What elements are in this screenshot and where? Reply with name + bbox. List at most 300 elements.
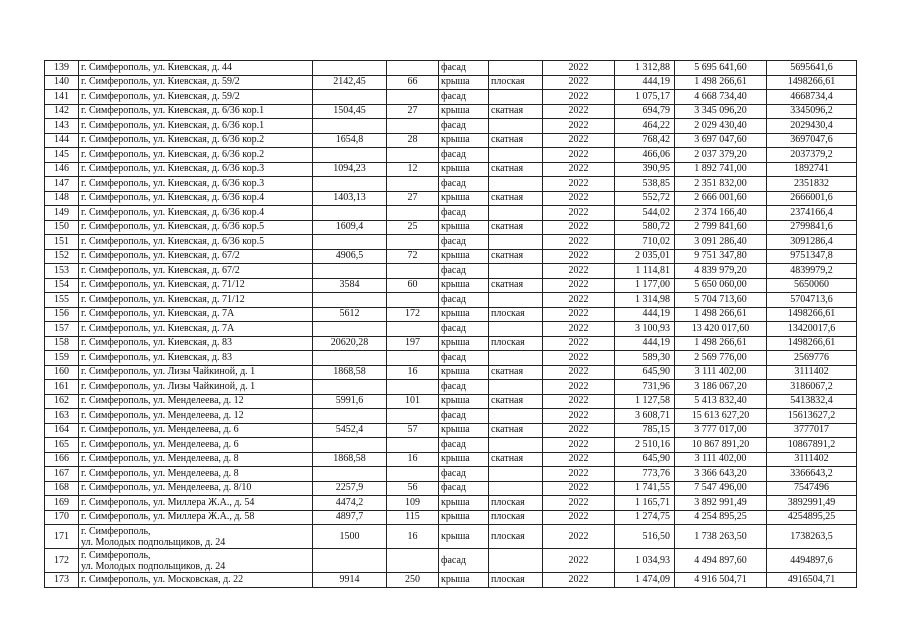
year-cell: 2022 xyxy=(543,206,615,221)
address-cell: г. Симферополь, ул. Киевская, д. 6/36 кор.4 xyxy=(79,191,313,206)
apartments-cell xyxy=(387,549,439,573)
table-row xyxy=(45,249,857,264)
unit-cost-cell: 552,72 xyxy=(615,191,675,206)
table-row xyxy=(45,409,857,424)
row-number-cell: 155 xyxy=(45,293,79,308)
apartments-cell xyxy=(387,380,439,395)
element-cell: крыша xyxy=(439,220,489,235)
year-cell: 2022 xyxy=(543,133,615,148)
value-cell: 1498266,61 xyxy=(767,307,857,322)
value-cell: 5695641,6 xyxy=(767,61,857,76)
apartments-cell: 60 xyxy=(387,278,439,293)
address-cell: г. Симферополь, ул. Киевская, д. 6/36 кор.2 xyxy=(79,148,313,163)
value-cell: 5704713,6 xyxy=(767,293,857,308)
element-cell: крыша xyxy=(439,365,489,380)
apartments-cell xyxy=(387,467,439,482)
value-cell: 3345096,2 xyxy=(767,104,857,119)
apartments-cell xyxy=(387,293,439,308)
roof-type-cell: плоская xyxy=(489,510,543,525)
element-cell: фасад xyxy=(439,409,489,424)
apartments-cell: 28 xyxy=(387,133,439,148)
unit-cost-cell: 580,72 xyxy=(615,220,675,235)
total-cost-cell: 5 650 060,00 xyxy=(675,278,767,293)
table-row xyxy=(45,264,857,279)
total-cost-cell: 15 613 627,20 xyxy=(675,409,767,424)
element-cell: крыша xyxy=(439,496,489,511)
roof-type-cell xyxy=(489,438,543,453)
total-cost-cell: 2 569 776,00 xyxy=(675,351,767,366)
area-cell: 1504,45 xyxy=(313,104,387,119)
apartments-cell: 115 xyxy=(387,510,439,525)
row-number-cell: 150 xyxy=(45,220,79,235)
element-cell: крыша xyxy=(439,525,489,549)
table-row xyxy=(45,235,857,250)
row-number-cell: 156 xyxy=(45,307,79,322)
row-number-cell: 146 xyxy=(45,162,79,177)
value-cell: 13420017,6 xyxy=(767,322,857,337)
area-cell xyxy=(313,380,387,395)
total-cost-cell: 1 892 741,00 xyxy=(675,162,767,177)
value-cell: 5413832,4 xyxy=(767,394,857,409)
roof-type-cell: плоская xyxy=(489,75,543,90)
address-cell: г. Симферополь, ул. Киевская, д. 6/36 кор.1 xyxy=(79,119,313,134)
unit-cost-cell: 1 474,09 xyxy=(615,573,675,588)
total-cost-cell: 3 892 991,49 xyxy=(675,496,767,511)
apartments-cell xyxy=(387,61,439,76)
unit-cost-cell: 645,90 xyxy=(615,452,675,467)
area-cell: 1609,4 xyxy=(313,220,387,235)
apartments-cell: 16 xyxy=(387,365,439,380)
unit-cost-cell: 3 100,93 xyxy=(615,322,675,337)
area-cell: 1868,58 xyxy=(313,452,387,467)
total-cost-cell: 1 498 266,61 xyxy=(675,336,767,351)
unit-cost-cell: 710,02 xyxy=(615,235,675,250)
total-cost-cell: 3 111 402,00 xyxy=(675,365,767,380)
element-cell: фасад xyxy=(439,264,489,279)
table-row xyxy=(45,452,857,467)
table-row xyxy=(45,336,857,351)
year-cell: 2022 xyxy=(543,162,615,177)
year-cell: 2022 xyxy=(543,336,615,351)
year-cell: 2022 xyxy=(543,278,615,293)
year-cell: 2022 xyxy=(543,452,615,467)
roof-type-cell xyxy=(489,90,543,105)
table-row xyxy=(45,307,857,322)
unit-cost-cell: 768,42 xyxy=(615,133,675,148)
apartments-cell: 56 xyxy=(387,481,439,496)
total-cost-cell: 1 738 263,50 xyxy=(675,525,767,549)
total-cost-cell: 4 254 895,25 xyxy=(675,510,767,525)
address-cell: г. Симферополь, ул. Менделеева, д. 8/10 xyxy=(79,481,313,496)
element-cell: крыша xyxy=(439,104,489,119)
repair-schedule-table xyxy=(44,60,857,588)
address-cell: г. Симферополь, ул. Киевская, д. 6/36 кор.3 xyxy=(79,162,313,177)
element-cell: крыша xyxy=(439,191,489,206)
apartments-cell xyxy=(387,90,439,105)
row-number-cell: 142 xyxy=(45,104,79,119)
element-cell: крыша xyxy=(439,452,489,467)
element-cell: крыша xyxy=(439,394,489,409)
row-number-cell: 168 xyxy=(45,481,79,496)
total-cost-cell: 3 777 017,00 xyxy=(675,423,767,438)
row-number-cell: 160 xyxy=(45,365,79,380)
element-cell: крыша xyxy=(439,249,489,264)
total-cost-cell: 4 494 897,60 xyxy=(675,549,767,573)
total-cost-cell: 10 867 891,20 xyxy=(675,438,767,453)
row-number-cell: 166 xyxy=(45,452,79,467)
row-number-cell: 171 xyxy=(45,525,79,549)
element-cell: фасад xyxy=(439,206,489,221)
address-cell: г. Симферополь, ул. Киевская, д. 83 xyxy=(79,336,313,351)
value-cell: 2351832 xyxy=(767,177,857,192)
table-row xyxy=(45,510,857,525)
table-row xyxy=(45,148,857,163)
table-row xyxy=(45,162,857,177)
value-cell: 1498266,61 xyxy=(767,75,857,90)
row-number-cell: 163 xyxy=(45,409,79,424)
element-cell: крыша xyxy=(439,162,489,177)
year-cell: 2022 xyxy=(543,573,615,588)
apartments-cell: 27 xyxy=(387,191,439,206)
address-cell: г. Симферополь, ул. Миллера Ж.А., д. 54 xyxy=(79,496,313,511)
total-cost-cell: 4 916 504,71 xyxy=(675,573,767,588)
value-cell: 2799841,6 xyxy=(767,220,857,235)
address-cell: г. Симферополь, ул. Киевская, д. 71/12 xyxy=(79,278,313,293)
address-cell: г. Симферополь, ул. Менделеева, д. 8 xyxy=(79,467,313,482)
total-cost-cell: 7 547 496,00 xyxy=(675,481,767,496)
element-cell: крыша xyxy=(439,423,489,438)
area-cell xyxy=(313,177,387,192)
row-number-cell: 162 xyxy=(45,394,79,409)
row-number-cell: 151 xyxy=(45,235,79,250)
unit-cost-cell: 544,02 xyxy=(615,206,675,221)
address-cell: г. Симферополь, ул. Киевская, д. 44 xyxy=(79,61,313,76)
unit-cost-cell: 2 510,16 xyxy=(615,438,675,453)
total-cost-cell: 2 799 841,60 xyxy=(675,220,767,235)
apartments-cell: 27 xyxy=(387,104,439,119)
apartments-cell: 12 xyxy=(387,162,439,177)
total-cost-cell: 2 037 379,20 xyxy=(675,148,767,163)
table-row xyxy=(45,75,857,90)
roof-type-cell: скатная xyxy=(489,104,543,119)
year-cell: 2022 xyxy=(543,423,615,438)
unit-cost-cell: 390,95 xyxy=(615,162,675,177)
value-cell: 5650060 xyxy=(767,278,857,293)
element-cell: крыша xyxy=(439,133,489,148)
value-cell: 4839979,2 xyxy=(767,264,857,279)
roof-type-cell: плоская xyxy=(489,307,543,322)
roof-type-cell xyxy=(489,549,543,573)
row-number-cell: 140 xyxy=(45,75,79,90)
unit-cost-cell: 1 274,75 xyxy=(615,510,675,525)
address-cell: г. Симферополь, ул. Киевская, д. 7А xyxy=(79,322,313,337)
area-cell xyxy=(313,351,387,366)
unit-cost-cell: 1 741,55 xyxy=(615,481,675,496)
address-cell: г. Симферополь, ул. Киевская, д. 71/12 xyxy=(79,293,313,308)
total-cost-cell: 3 091 286,40 xyxy=(675,235,767,250)
element-cell: фасад xyxy=(439,148,489,163)
table-row xyxy=(45,177,857,192)
value-cell: 3186067,2 xyxy=(767,380,857,395)
element-cell: крыша xyxy=(439,510,489,525)
element-cell: крыша xyxy=(439,75,489,90)
area-cell xyxy=(313,90,387,105)
apartments-cell: 57 xyxy=(387,423,439,438)
unit-cost-cell: 538,85 xyxy=(615,177,675,192)
roof-type-cell: скатная xyxy=(489,191,543,206)
apartments-cell xyxy=(387,409,439,424)
value-cell: 3111402 xyxy=(767,365,857,380)
table-row xyxy=(45,322,857,337)
table-row xyxy=(45,119,857,134)
table-row xyxy=(45,293,857,308)
year-cell: 2022 xyxy=(543,119,615,134)
roof-type-cell: скатная xyxy=(489,423,543,438)
year-cell: 2022 xyxy=(543,235,615,250)
area-cell xyxy=(313,206,387,221)
table-body xyxy=(45,61,857,588)
table-row xyxy=(45,104,857,119)
element-cell: крыша xyxy=(439,278,489,293)
year-cell: 2022 xyxy=(543,510,615,525)
element-cell: фасад xyxy=(439,549,489,573)
year-cell: 2022 xyxy=(543,75,615,90)
year-cell: 2022 xyxy=(543,549,615,573)
total-cost-cell: 1 498 266,61 xyxy=(675,307,767,322)
roof-type-cell: скатная xyxy=(489,249,543,264)
total-cost-cell: 2 029 430,40 xyxy=(675,119,767,134)
year-cell: 2022 xyxy=(543,148,615,163)
value-cell: 9751347,8 xyxy=(767,249,857,264)
apartments-cell xyxy=(387,235,439,250)
row-number-cell: 153 xyxy=(45,264,79,279)
total-cost-cell: 5 704 713,60 xyxy=(675,293,767,308)
roof-type-cell: скатная xyxy=(489,452,543,467)
value-cell: 3366643,2 xyxy=(767,467,857,482)
table-row xyxy=(45,573,857,588)
unit-cost-cell: 785,15 xyxy=(615,423,675,438)
roof-type-cell: плоская xyxy=(489,336,543,351)
address-cell: г. Симферополь, ул. Менделеева, д. 6 xyxy=(79,423,313,438)
value-cell: 4916504,71 xyxy=(767,573,857,588)
row-number-cell: 161 xyxy=(45,380,79,395)
roof-type-cell: скатная xyxy=(489,394,543,409)
value-cell: 3892991,49 xyxy=(767,496,857,511)
row-number-cell: 143 xyxy=(45,119,79,134)
apartments-cell: 72 xyxy=(387,249,439,264)
area-cell: 4906,5 xyxy=(313,249,387,264)
element-cell: фасад xyxy=(439,293,489,308)
apartments-cell xyxy=(387,206,439,221)
area-cell xyxy=(313,293,387,308)
year-cell: 2022 xyxy=(543,220,615,235)
total-cost-cell: 13 420 017,60 xyxy=(675,322,767,337)
year-cell: 2022 xyxy=(543,191,615,206)
area-cell xyxy=(313,438,387,453)
address-cell: г. Симферополь, ул. Киевская, д. 6/36 кор.5 xyxy=(79,235,313,250)
year-cell: 2022 xyxy=(543,177,615,192)
unit-cost-cell: 645,90 xyxy=(615,365,675,380)
address-cell: г. Симферополь, ул. Менделеева, д. 8 xyxy=(79,452,313,467)
apartments-cell xyxy=(387,438,439,453)
unit-cost-cell: 1 177,00 xyxy=(615,278,675,293)
year-cell: 2022 xyxy=(543,394,615,409)
address-cell: г. Симферополь, ул. Менделеева, д. 6 xyxy=(79,438,313,453)
address-cell: г. Симферополь, ул. Менделеева, д. 12 xyxy=(79,394,313,409)
unit-cost-cell: 2 035,01 xyxy=(615,249,675,264)
total-cost-cell: 1 498 266,61 xyxy=(675,75,767,90)
element-cell: фасад xyxy=(439,467,489,482)
apartments-cell xyxy=(387,119,439,134)
total-cost-cell: 5 695 641,60 xyxy=(675,61,767,76)
total-cost-cell: 2 666 001,60 xyxy=(675,191,767,206)
row-number-cell: 157 xyxy=(45,322,79,337)
value-cell: 3091286,4 xyxy=(767,235,857,250)
apartments-cell: 16 xyxy=(387,525,439,549)
unit-cost-cell: 1 114,81 xyxy=(615,264,675,279)
unit-cost-cell: 3 608,71 xyxy=(615,409,675,424)
apartments-cell: 66 xyxy=(387,75,439,90)
table-row xyxy=(45,549,857,573)
area-cell: 2142,45 xyxy=(313,75,387,90)
value-cell: 15613627,2 xyxy=(767,409,857,424)
element-cell: крыша xyxy=(439,573,489,588)
table-row xyxy=(45,438,857,453)
address-cell: г. Симферополь, ул. Лизы Чайкиной, д. 1 xyxy=(79,380,313,395)
unit-cost-cell: 589,30 xyxy=(615,351,675,366)
year-cell: 2022 xyxy=(543,249,615,264)
address-cell: г. Симферополь, ул. Менделеева, д. 12 xyxy=(79,409,313,424)
element-cell: крыша xyxy=(439,336,489,351)
unit-cost-cell: 1 312,88 xyxy=(615,61,675,76)
area-cell xyxy=(313,264,387,279)
area-cell xyxy=(313,119,387,134)
area-cell xyxy=(313,235,387,250)
area-cell: 1868,58 xyxy=(313,365,387,380)
address-cell: г. Симферополь, ул. Киевская, д. 83 xyxy=(79,351,313,366)
address-line-1: г. Симферополь, xyxy=(81,549,151,561)
apartments-cell xyxy=(387,351,439,366)
row-number-cell: 173 xyxy=(45,573,79,588)
row-number-cell: 141 xyxy=(45,90,79,105)
table-row xyxy=(45,133,857,148)
value-cell: 2569776 xyxy=(767,351,857,366)
unit-cost-cell: 1 165,71 xyxy=(615,496,675,511)
year-cell: 2022 xyxy=(543,351,615,366)
value-cell: 2037379,2 xyxy=(767,148,857,163)
table-row xyxy=(45,525,857,549)
total-cost-cell: 4 839 979,20 xyxy=(675,264,767,279)
element-cell: фасад xyxy=(439,322,489,337)
area-cell: 4897,7 xyxy=(313,510,387,525)
value-cell: 3697047,6 xyxy=(767,133,857,148)
address-cell: г. Симферополь, ул. Киевская, д. 59/2 xyxy=(79,90,313,105)
roof-type-cell: плоская xyxy=(489,525,543,549)
address-cell: г. Симферополь, ул. Киевская, д. 67/2 xyxy=(79,249,313,264)
total-cost-cell: 3 366 643,20 xyxy=(675,467,767,482)
apartments-cell xyxy=(387,264,439,279)
year-cell: 2022 xyxy=(543,525,615,549)
row-number-cell: 172 xyxy=(45,549,79,573)
total-cost-cell: 5 413 832,40 xyxy=(675,394,767,409)
area-cell: 20620,28 xyxy=(313,336,387,351)
table-row xyxy=(45,220,857,235)
area-cell: 5452,4 xyxy=(313,423,387,438)
area-cell xyxy=(313,61,387,76)
element-cell: фасад xyxy=(439,90,489,105)
roof-type-cell xyxy=(489,380,543,395)
unit-cost-cell: 1 314,98 xyxy=(615,293,675,308)
element-cell: фасад xyxy=(439,119,489,134)
row-number-cell: 152 xyxy=(45,249,79,264)
area-cell: 3584 xyxy=(313,278,387,293)
year-cell: 2022 xyxy=(543,264,615,279)
value-cell: 1738263,5 xyxy=(767,525,857,549)
value-cell: 3111402 xyxy=(767,452,857,467)
table-row xyxy=(45,481,857,496)
table-row xyxy=(45,423,857,438)
address-cell: г. Симферополь, ул. Киевская, д. 59/2 xyxy=(79,75,313,90)
table-row xyxy=(45,61,857,76)
area-cell xyxy=(313,322,387,337)
row-number-cell: 144 xyxy=(45,133,79,148)
address-cell: г. Симферополь, ул. Московская, д. 22 xyxy=(79,573,313,588)
address-cell xyxy=(79,525,313,549)
roof-type-cell xyxy=(489,177,543,192)
roof-type-cell: скатная xyxy=(489,133,543,148)
roof-type-cell: скатная xyxy=(489,365,543,380)
table-row xyxy=(45,380,857,395)
row-number-cell: 170 xyxy=(45,510,79,525)
element-cell: фасад xyxy=(439,380,489,395)
row-number-cell: 154 xyxy=(45,278,79,293)
total-cost-cell: 3 345 096,20 xyxy=(675,104,767,119)
roof-type-cell xyxy=(489,148,543,163)
value-cell: 3777017 xyxy=(767,423,857,438)
area-cell: 1094,23 xyxy=(313,162,387,177)
apartments-cell: 25 xyxy=(387,220,439,235)
year-cell: 2022 xyxy=(543,467,615,482)
year-cell: 2022 xyxy=(543,322,615,337)
address-cell: г. Симферополь, ул. Киевская, д. 6/36 кор.2 xyxy=(79,133,313,148)
area-cell: 2257,9 xyxy=(313,481,387,496)
roof-type-cell xyxy=(489,322,543,337)
address-cell: г. Симферополь, ул. Киевская, д. 6/36 кор.5 xyxy=(79,220,313,235)
unit-cost-cell: 444,19 xyxy=(615,75,675,90)
area-cell: 1500 xyxy=(313,525,387,549)
unit-cost-cell: 694,79 xyxy=(615,104,675,119)
table-row xyxy=(45,206,857,221)
table-row xyxy=(45,191,857,206)
roof-type-cell xyxy=(489,235,543,250)
row-number-cell: 165 xyxy=(45,438,79,453)
year-cell: 2022 xyxy=(543,307,615,322)
area-cell: 1403,13 xyxy=(313,191,387,206)
year-cell: 2022 xyxy=(543,380,615,395)
unit-cost-cell: 516,50 xyxy=(615,525,675,549)
total-cost-cell: 4 668 734,40 xyxy=(675,90,767,105)
roof-type-cell xyxy=(489,264,543,279)
element-cell: фасад xyxy=(439,235,489,250)
roof-type-cell xyxy=(489,206,543,221)
roof-type-cell xyxy=(489,293,543,308)
roof-type-cell xyxy=(489,467,543,482)
unit-cost-cell: 1 075,17 xyxy=(615,90,675,105)
address-cell: г. Симферополь, ул. Миллера Ж.А., д. 58 xyxy=(79,510,313,525)
roof-type-cell: скатная xyxy=(489,162,543,177)
row-number-cell: 149 xyxy=(45,206,79,221)
row-number-cell: 169 xyxy=(45,496,79,511)
